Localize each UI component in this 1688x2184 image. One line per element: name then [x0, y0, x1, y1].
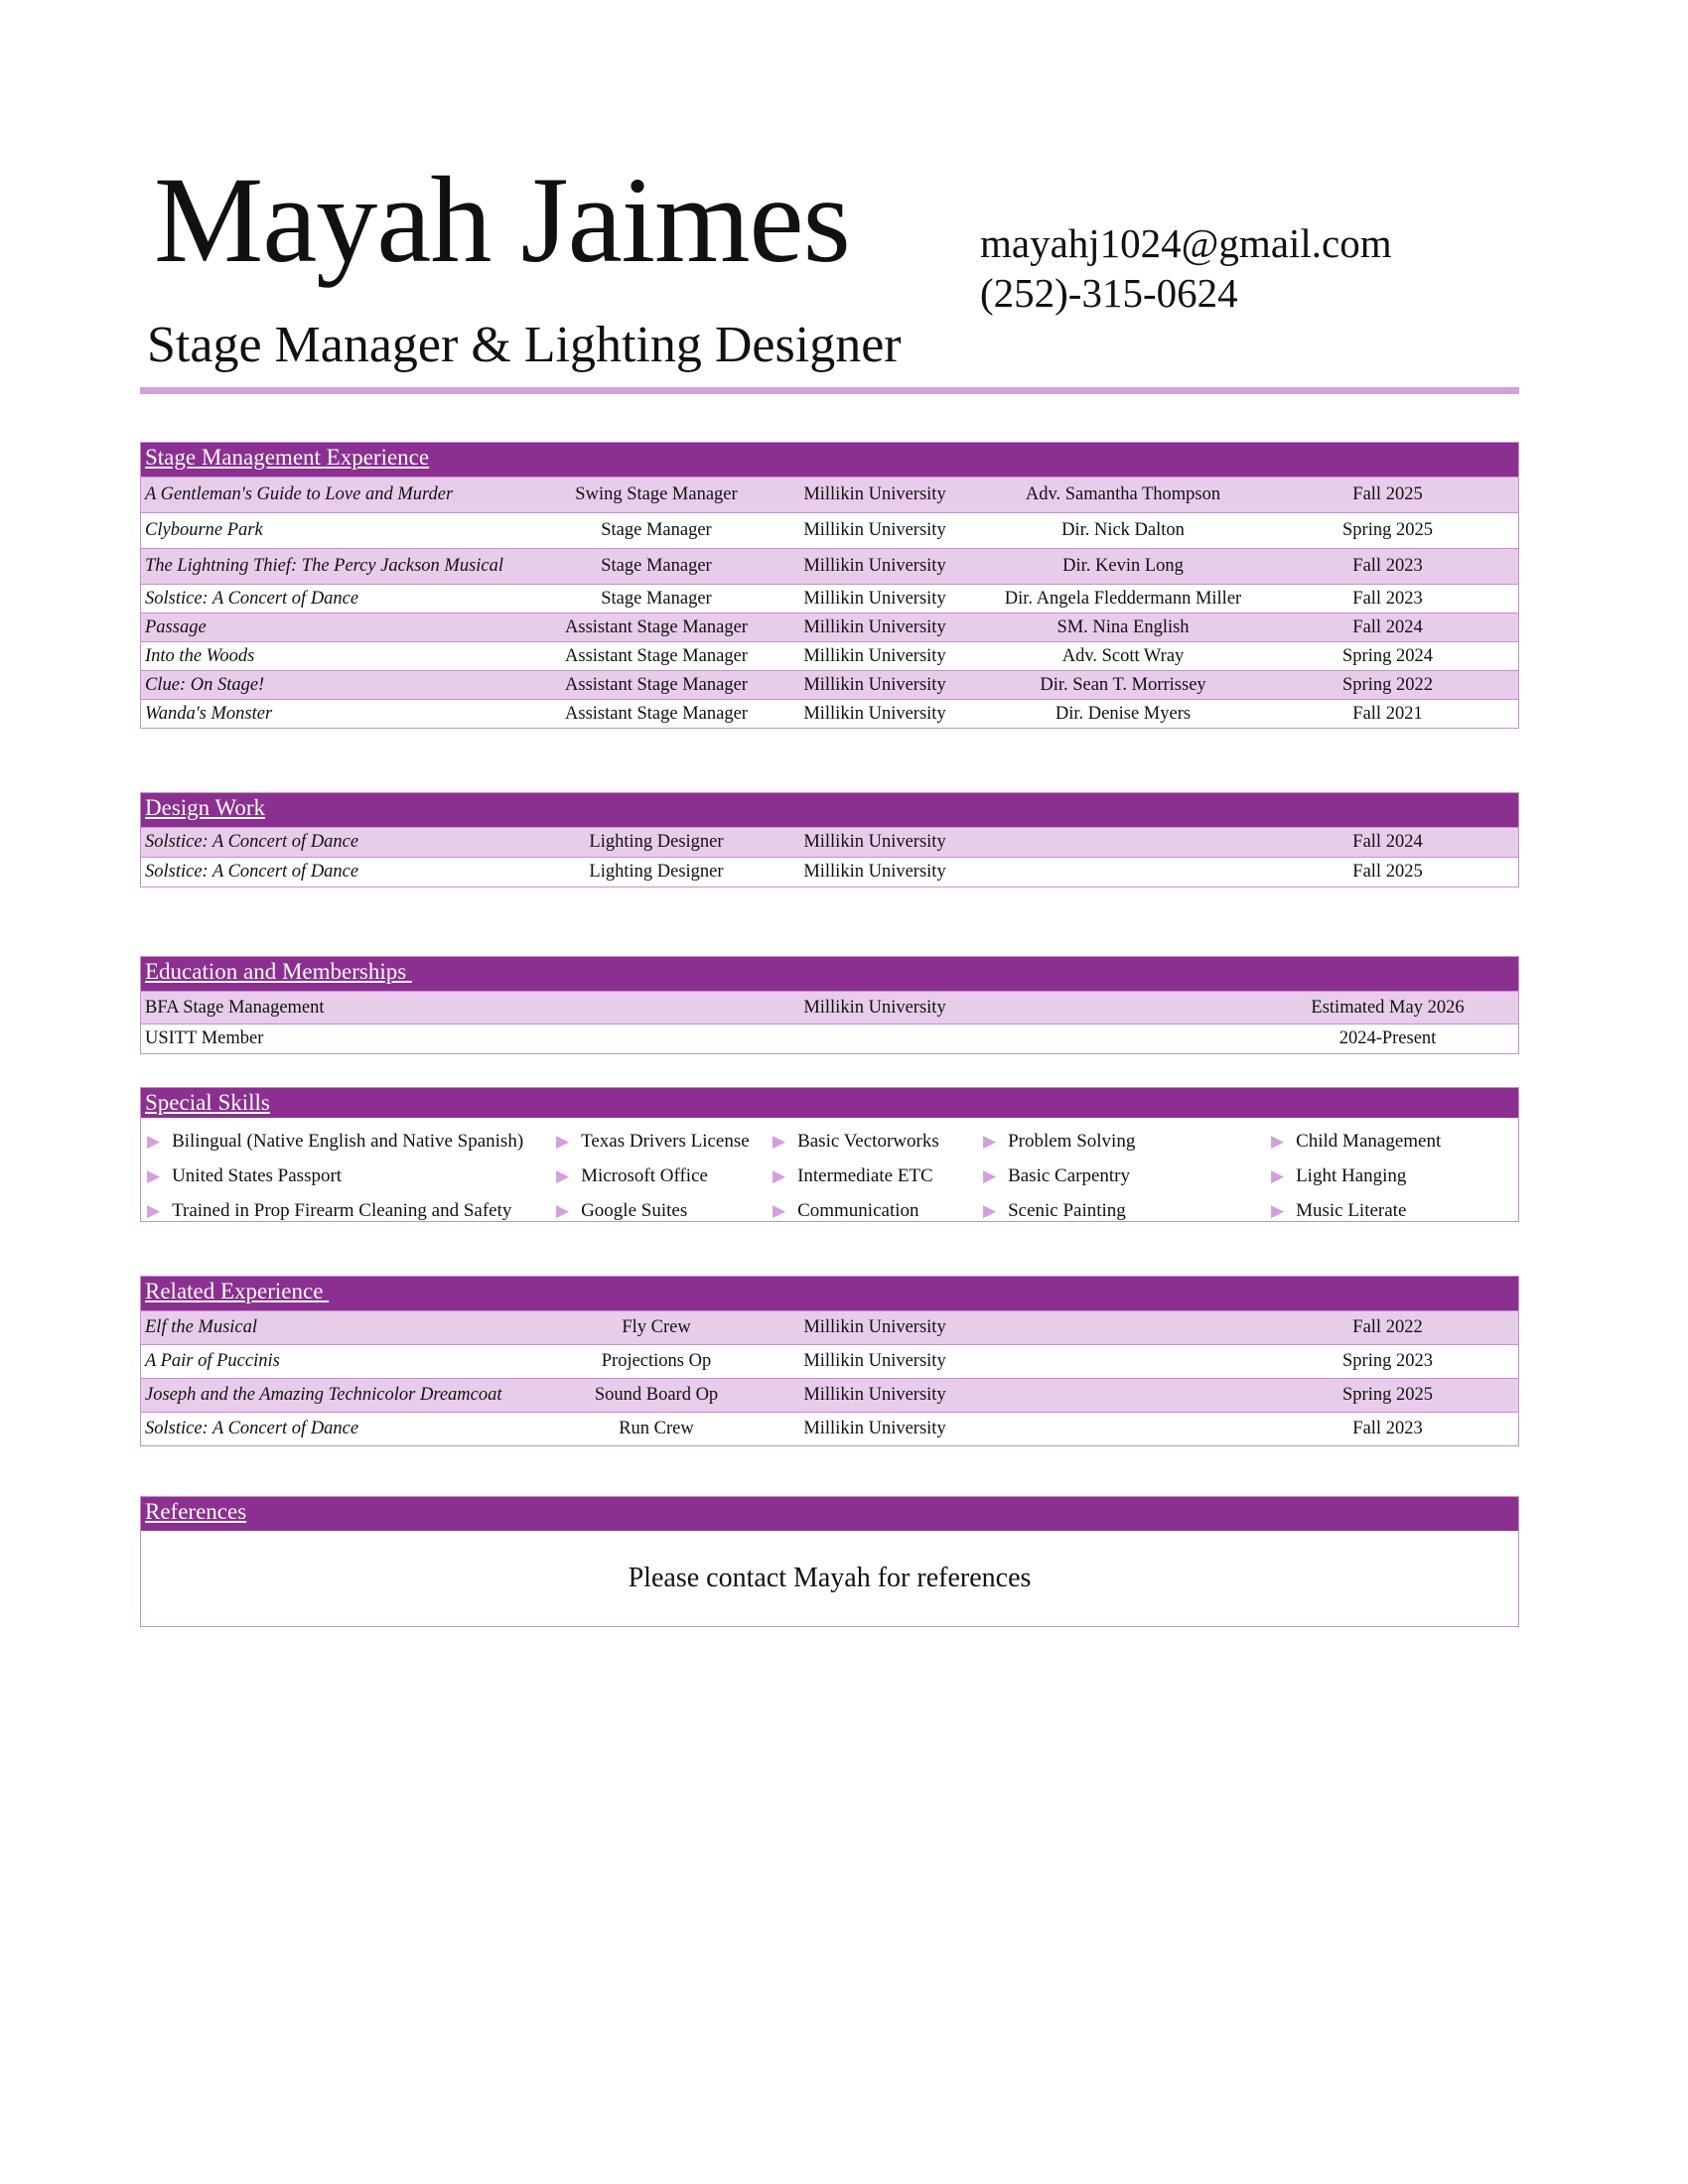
triangle-right-icon: ▶ — [983, 1165, 997, 1185]
triangle-right-icon: ▶ — [983, 1131, 997, 1151]
skill-item: ▶ Bilingual (Native English and Native Spanish) — [147, 1130, 524, 1152]
skill-item: ▶ Light Hanging — [1271, 1164, 1407, 1186]
skill-item: ▶ Basic Vectorworks — [773, 1130, 939, 1152]
skill-item: ▶ Trained in Prop Firearm Cleaning and Safety — [147, 1199, 512, 1221]
triangle-right-icon: ▶ — [773, 1131, 786, 1151]
section-header: Design Work — [141, 793, 1518, 827]
table-row: A Gentleman's Guide to Love and Murder Swing Stage Manager Millikin University Adv. Samantha Thompson Fall 2025 — [141, 477, 1518, 512]
skill-item: ▶ Basic Carpentry — [983, 1164, 1131, 1186]
skill-item: ▶ United States Passport — [147, 1164, 343, 1186]
table-row: Solstice: A Concert of Dance Run Crew Millikin University Fall 2023 — [141, 1412, 1518, 1445]
skill-item: ▶ Music Literate — [1271, 1199, 1407, 1221]
education-section — [140, 956, 1519, 1054]
skill-item: ▶ Google Suites — [556, 1199, 688, 1221]
table-row: Solstice: A Concert of Dance Lighting Designer Millikin University Fall 2025 — [141, 857, 1518, 887]
section-header: References — [141, 1497, 1518, 1531]
contact-info — [980, 218, 1392, 318]
skill-item: ▶ Child Management — [1271, 1130, 1442, 1152]
section-header: Stage Management Experience — [141, 443, 1518, 477]
section-header: Education and Memberships — [141, 957, 1518, 991]
section-header: Related Experience — [141, 1277, 1518, 1310]
skills-grid — [141, 1118, 1518, 1228]
table-row: Joseph and the Amazing Technicolor Dreamcoat Sound Board Op Millikin University Spring 2025 — [141, 1378, 1518, 1412]
section-header: Special Skills — [141, 1088, 1518, 1118]
design-work-section — [140, 792, 1519, 887]
triangle-right-icon: ▶ — [147, 1165, 161, 1185]
triangle-right-icon: ▶ — [773, 1165, 786, 1185]
references-note: Please contact Mayah for references — [628, 1563, 1032, 1593]
references-section — [140, 1496, 1519, 1627]
table-row: Wanda's Monster Assistant Stage Manager Millikin University Dir. Denise Myers Fall 2021 — [141, 699, 1518, 728]
triangle-right-icon: ▶ — [556, 1200, 570, 1220]
skill-item: ▶ Communication — [773, 1199, 919, 1221]
skill-item: ▶ Scenic Painting — [983, 1199, 1126, 1221]
triangle-right-icon: ▶ — [983, 1200, 997, 1220]
candidate-name: Mayah Jaimes — [154, 152, 850, 288]
skills-column — [550, 1124, 767, 1228]
table-row: Into the Woods Assistant Stage Manager Millikin University Adv. Scott Wray Spring 2024 — [141, 641, 1518, 670]
table-row: Solstice: A Concert of Dance Lighting Designer Millikin University Fall 2024 — [141, 827, 1518, 857]
header-rule — [140, 387, 1519, 394]
skill-item: ▶ Microsoft Office — [556, 1164, 708, 1186]
special-skills-section — [140, 1087, 1519, 1222]
phone-number: (252)-315-0624 — [980, 270, 1238, 316]
triangle-right-icon: ▶ — [1271, 1165, 1285, 1185]
professional-title: Stage Manager & Lighting Designer — [147, 317, 902, 373]
related-experience-section — [140, 1276, 1519, 1446]
triangle-right-icon: ▶ — [556, 1131, 570, 1151]
skills-column — [977, 1124, 1265, 1228]
skill-item: ▶ Texas Drivers License — [556, 1130, 750, 1152]
triangle-right-icon: ▶ — [1271, 1200, 1285, 1220]
table-row: USITT Member 2024-Present — [141, 1024, 1518, 1053]
table-row: Elf the Musical Fly Crew Millikin University Fall 2022 — [141, 1310, 1518, 1344]
table-row: Clue: On Stage! Assistant Stage Manager Millikin University Dir. Sean T. Morrissey Spring 2022 — [141, 670, 1518, 699]
skill-item: ▶ Intermediate ETC — [773, 1164, 933, 1186]
table-row: Solstice: A Concert of Dance Stage Manager Millikin University Dir. Angela Fleddermann Miller Fall 2023 — [141, 584, 1518, 613]
table-row: A Pair of Puccinis Projections Op Millikin University Spring 2023 — [141, 1344, 1518, 1378]
skills-column — [141, 1124, 550, 1228]
triangle-right-icon: ▶ — [147, 1200, 161, 1220]
email-address: mayahj1024@gmail.com — [980, 220, 1392, 266]
skills-column — [1265, 1124, 1441, 1228]
skill-item: ▶ Problem Solving — [983, 1130, 1136, 1152]
triangle-right-icon: ▶ — [1271, 1131, 1285, 1151]
triangle-right-icon: ▶ — [773, 1200, 786, 1220]
table-row: Clybourne Park Stage Manager Millikin University Dir. Nick Dalton Spring 2025 — [141, 512, 1518, 548]
triangle-right-icon: ▶ — [147, 1131, 161, 1151]
stage-management-section — [140, 442, 1519, 729]
triangle-right-icon: ▶ — [556, 1165, 570, 1185]
table-row: Passage Assistant Stage Manager Millikin University SM. Nina English Fall 2024 — [141, 613, 1518, 641]
table-row: The Lightning Thief: The Percy Jackson Musical Stage Manager Millikin University Dir. Kevin Long Fall 2023 — [141, 548, 1518, 584]
skills-column — [767, 1124, 977, 1228]
table-row: BFA Stage Management Millikin University Estimated May 2026 — [141, 991, 1518, 1024]
